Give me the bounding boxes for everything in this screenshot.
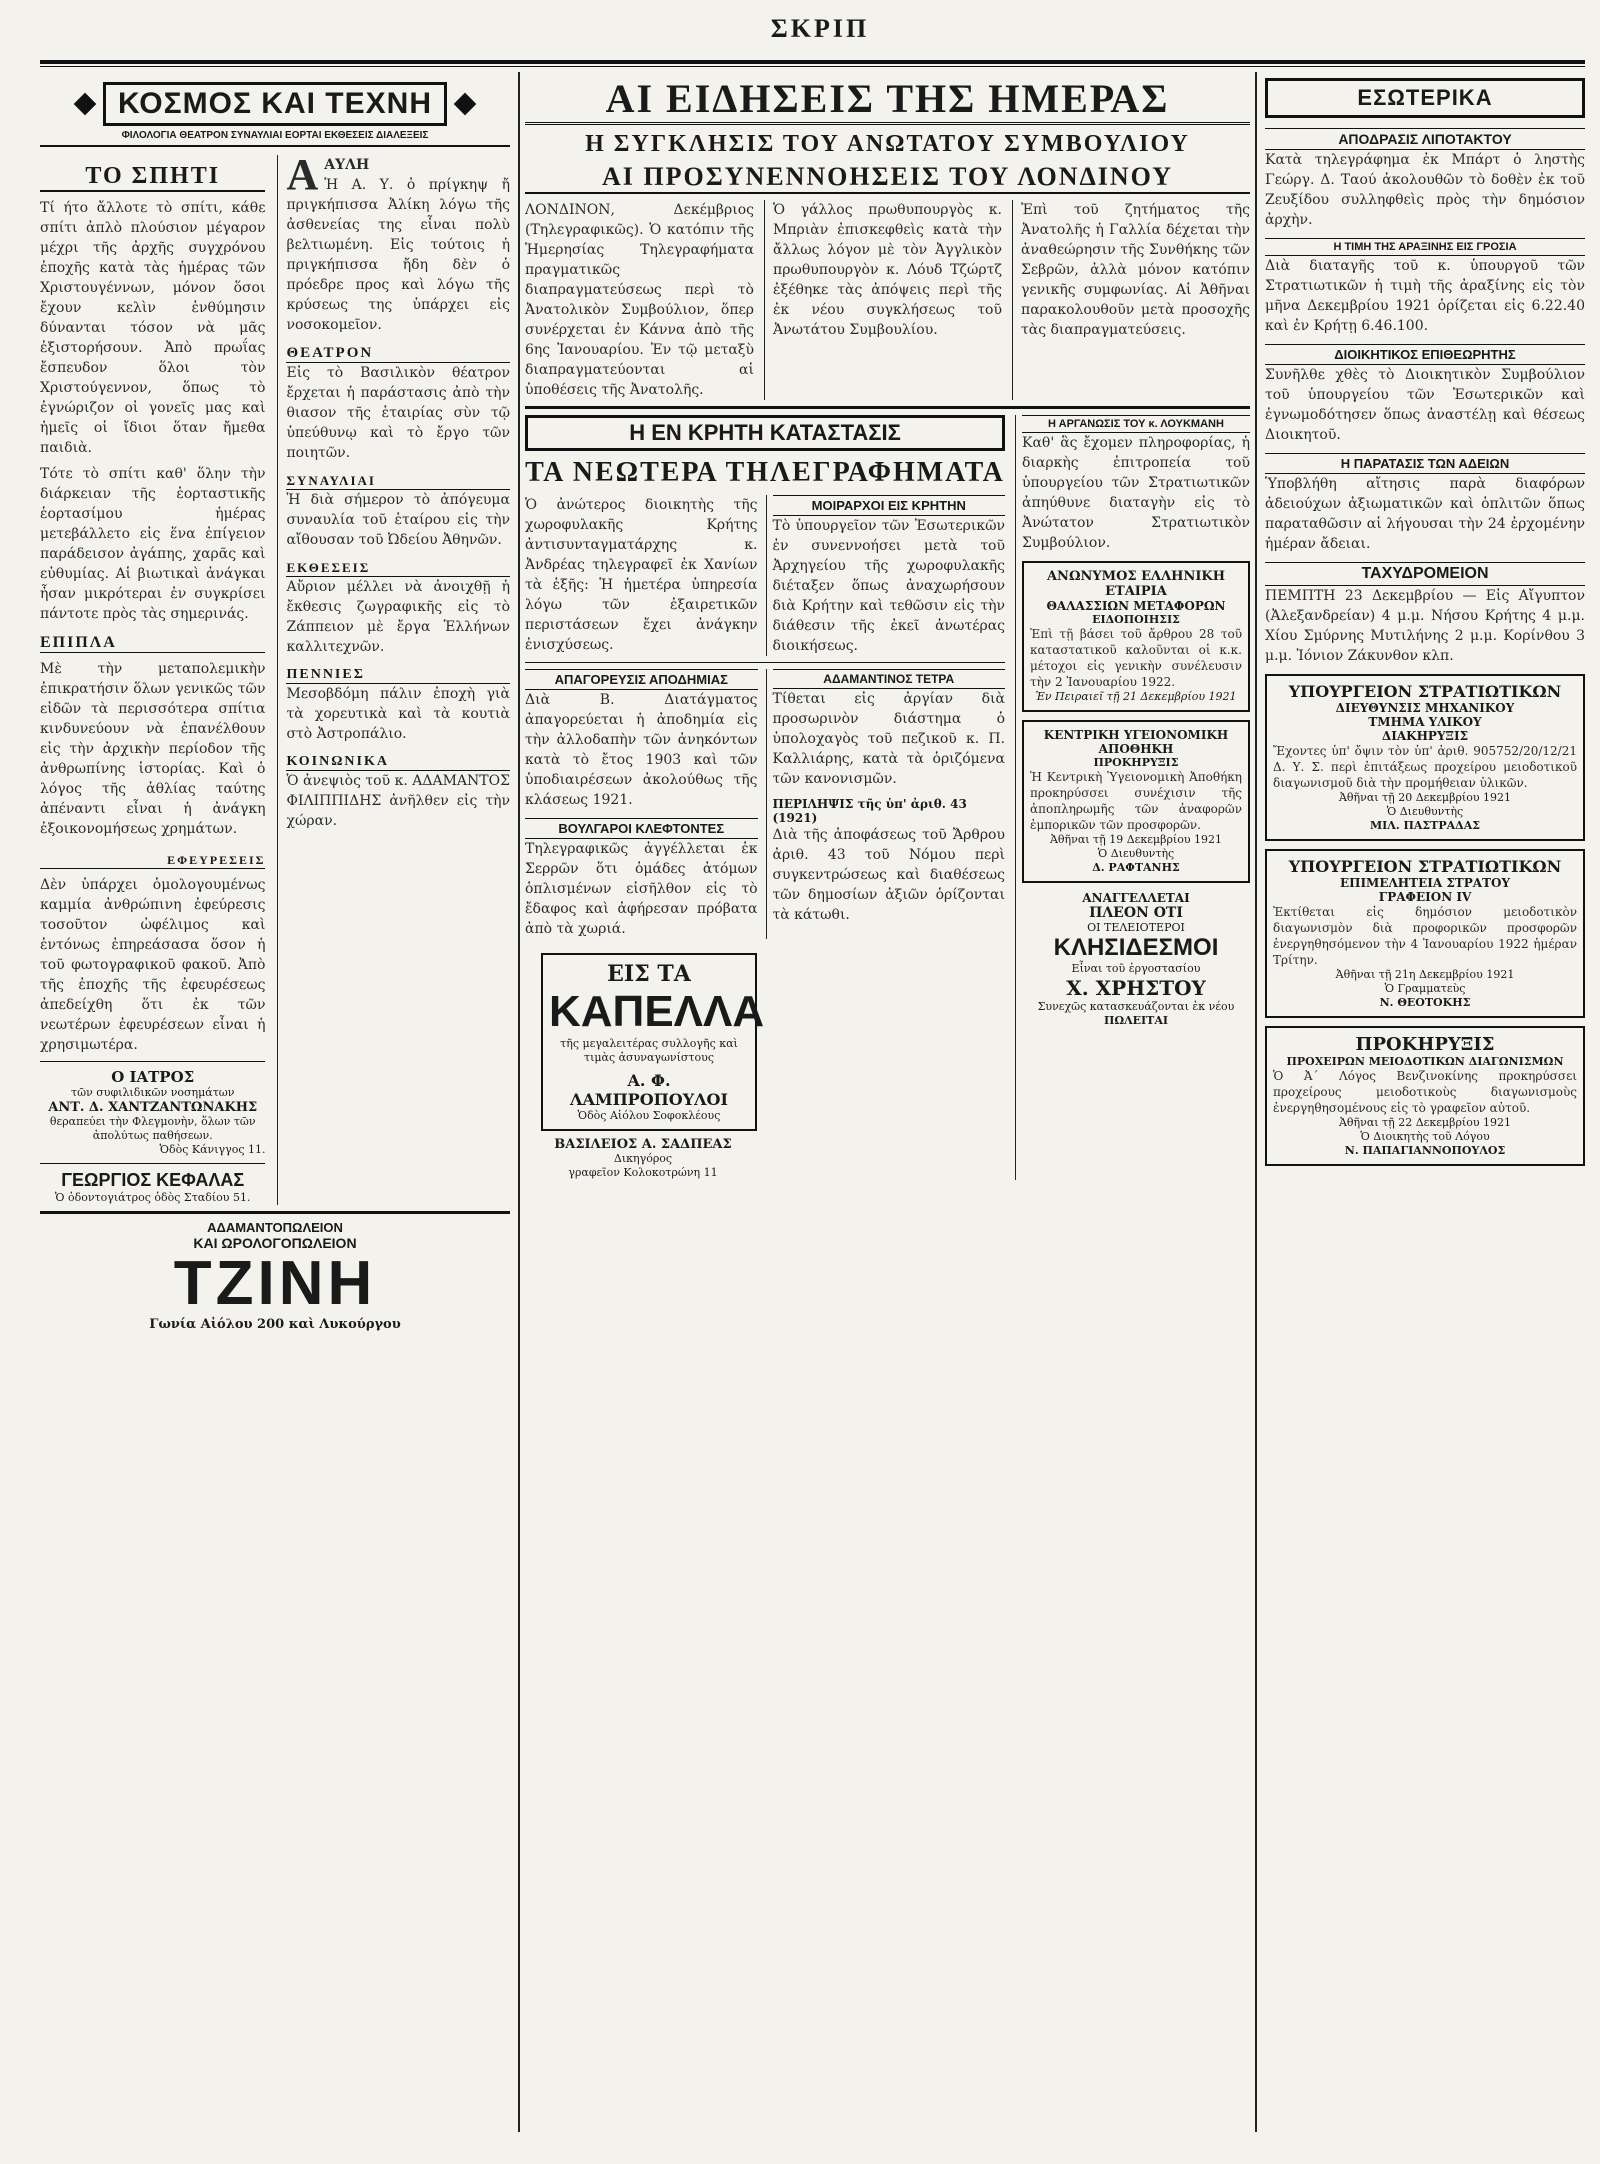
section-header-kosmos [40, 82, 510, 126]
lower-news-right [1015, 415, 1250, 1180]
divider [40, 1061, 265, 1062]
divider [40, 1163, 265, 1164]
headline-kriti: Η ΕΝ ΚΡΗΤΗ ΚΑΤΑΣΤΑΣΙΣ [525, 415, 1005, 451]
article-title-theatron: ΘΕΑΤΡΟΝ [286, 345, 510, 363]
apodrasis-body: Κατὰ τηλεγράφημα ἐκ Μπάρτ ὁ ληστὴς Γεώργ. Δ. Ταού ἀκολουθῶν τὸ δοθὲν ἐκ τοῦ Ζευξίδου συλληφθεὶς πρὸς τὴν δημόσιον ἀρχὴν. [1265, 152, 1585, 228]
lead-body-1: ΛΟΝΔΙΝΟΝ, Δεκέμβριος (Τηλεγραφικῶς). Ὁ κατόπιν τῆς Ἡμερησίας Τηλεγραφήματα πραγματικῶς διαπραγματεύσεως περὶ τὸ Ἀνατολικὸν Συμβούλιον, ὅπερ συνέρχεται ἐν Κάννα ἀπὸ τῆς 6ης Ἰανουαρίου. Ἐν τῷ μεταξὺ διαπραγματεύονται αἱ ὑποθέσεις τῆς Ἀνατολῆς. [525, 202, 754, 398]
headline-apagorefsis: ΑΠΑΓΟΡΕΥΣΙΣ ΑΠΟΔΗΜΙΑΣ [525, 669, 758, 690]
ad-kapela-line2: ΚΑΠΕΛΛΑ [549, 987, 765, 1036]
arganosis-body: Καθ' ἃς ἔχομεν πληροφορίας, ἡ διαρκὴς ἐπιτροπεία τοῦ ὑπουργείου τῶν Στρατιωτικῶν ἀπηύθυνε διαταγὴν εἰς τὸ Ἀνώτατον Στρατιωτικὸν Συμβούλιον. [1022, 435, 1250, 551]
headline-timi-araxinis: Η ΤΙΜΗ ΤΗΣ ΑΡΑΞΙΝΗΣ ΕΙΣ ΓΡΟΣΙΑ [1265, 238, 1585, 256]
notice-stratiotikon-1-sub3: ΔΙΑΚΗΡΥΞΙΣ [1381, 729, 1469, 743]
article-title-efevreseis: ΕΦΕΥΡΕΣΕΙΣ [40, 853, 265, 869]
ad-kapela-line5: Ὁδὸς Αἰόλου Σοφοκλέους [577, 1109, 721, 1122]
taxydromeion-body: ΠΕΜΠΤΗ 23 Δεκεμβρίου — Εἰς Αἴγυπτον (Ἀλεξανδρείαν) 4 μ.μ. Νήσου Κρήτης 4 μ.μ. Χίου Σμύρνης Μυτιλήνης 2 μ.μ. Κορίνθου 3 μ.μ. Ἰόνιον Ζάκυνθον κλπ. [1265, 588, 1585, 664]
article-body-theatron: Εἰς τὸ Βασιλικὸν θέατρον ἔρχεται ἡ παράστασις ἀπὸ τὴν θιασον τῆς ἑταιρίας σὺν τῷ ὑπεύθυνῳ καὶ τὸ ἔργο τῶν ποιητῶν. [286, 365, 510, 461]
notice-stratiotikon-2-sig2: Ὁ Γραμματεὺς [1384, 982, 1466, 995]
headline-moirarchoi: ΜΟΙΡΑΡΧΟΙ ΕΙΣ ΚΡΗΤΗΝ [773, 495, 1006, 516]
perilipsis-body: Διὰ τῆς ἀποφάσεως τοῦ Ἄρθρου ἀριθ. 43 τοῦ Νόμου περὶ συγκεντρώσεως καὶ διαθέσεως τῶν δημοσίων ἀξιῶν ὁρίζονται τὰ κάτωθι. [772, 827, 1005, 923]
ad-vasileios-address: γραφεῖον Κολοκοτρώνη 11 [568, 1166, 718, 1179]
ad-kleisidesmoi [1022, 891, 1250, 1028]
ornament-left-icon [74, 93, 97, 116]
column-eidiseis [525, 72, 1250, 2132]
notice-kentriki-sig3: Δ. ΡΑΦΤΑΝΗΣ [1092, 861, 1180, 874]
ad-vasileios-name: ΒΑΣΙΛΕΙΟΣ Α. ΣΑΔΠΕΑΣ [554, 1137, 732, 1152]
ad-iatros-address: Ὁδὸς Κάνιγγος 11. [159, 1143, 266, 1156]
notice-kentriki [1022, 720, 1250, 883]
ad-kefalas-body: Ὁ ὀδοντογιάτρος ὁδὸς Σταδίου 51. [55, 1191, 251, 1204]
ad-tzini [40, 1220, 510, 1332]
notice-kentriki-sig2: Ὁ Διευθυντὴς [1097, 847, 1175, 860]
ad-kefalas [40, 1170, 265, 1205]
notice-prokiryxis-title: ΠΡΟΚΗΡΥΞΙΣ [1355, 1034, 1495, 1055]
ad-kleisidesmoi-line8: ΠΩΛΕΙΤΑΙ [1103, 1014, 1169, 1027]
ad-kapela-line4: Α. Φ. ΛΑΜΠΡΟΠΟΥΛΟΙ [570, 1071, 728, 1109]
article-body-koinonika: Ὁ ἀνεψιὸς τοῦ κ. ΑΔΑΜΑΝΤΟΣ ΦΙΛΙΠΠΙΔΗΣ ἀνῆλθεν εἰς τὴν χώραν. [286, 773, 510, 829]
ad-kapela-line1: ΕΙΣ ΤΑ [607, 961, 691, 987]
ad-iatros-title: Ο ΙΑΤΡΟΣ [111, 1068, 195, 1086]
lead-story-columns [525, 200, 1250, 400]
dioikitikos-body: Συνῆλθε χθὲς τὸ Διοικητικὸν Συμβούλιον τοῦ ὑπουργείου τῶν Ἐσωτερικῶν καὶ ἐγνωμοδότησεν ὅπως ἀναστέλῃ καὶ θέσεως Διοικητοῦ. [1265, 367, 1585, 443]
paratasis-body: Ὑποβλήθη αἴτησις παρὰ διαφόρων ἀδειούχων ἀξιωματικῶν καὶ ὁπλιτῶν ὅπως παραταθῶσιν αἱ λήγουσαι τὴν 24 ἐρχομένην ἡμέραν ἄδειαι. [1265, 476, 1585, 552]
notice-prokiryxis-sub: ΠΡΟΧΕΙΡΩΝ ΜΕΙΟΔΟΤΙΚΩΝ ΔΙΑΓΩΝΙΣΜΩΝ [1286, 1055, 1564, 1068]
notice-stratiotikon-2 [1265, 849, 1585, 1018]
notice-stratiotikon-1-sub2: ΤΜΗΜΑ ΥΛΙΚΟΥ [1368, 715, 1482, 729]
section-subtitle-kosmos: ΦΙΛΟΛΟΓΙΑ ΘΕΑΤΡΟΝ ΣΥΝΑΥΛΙΑΙ ΕΟΡΤΑΙ ΕΚΘΕΣΕΙΣ ΔΙΑΛΕΞΕΙΣ [40, 130, 510, 147]
notice-stratiotikon-2-sig1: Ἀθῆναι τῇ 21η Δεκεμβρίου 1921 [1335, 968, 1515, 981]
divider-thick [525, 406, 1250, 409]
lower-news-area [525, 415, 1250, 1180]
headline-tilegrafimata: ΤΑ ΝΕΩΤΕΡΑ ΤΗΛΕΓΡΑΦΗΜΑΤΑ [525, 457, 1005, 488]
notice-stratiotikon-1-title: ΥΠΟΥΡΓΕΙΟΝ ΣΤΡΑΤΙΩΤΙΚΩΝ [1288, 682, 1562, 701]
ad-tzini-line1: ΑΔΑΜΑΝΤΟΠΩΛΕΙΟΝ [207, 1220, 343, 1235]
ad-iatros-name: ΑΝΤ. Δ. ΧΑΝΤΖΑΝΤΩΝΑΚΗΣ [48, 1100, 258, 1115]
article-body-synavliai: Ἡ διὰ σήμερον τὸ ἀπόγευμα συναυλία τοῦ ἑταίρου εἰς τὴν αἴθουσαν τοῦ Ὠδείου Ἀθηνῶν. [286, 492, 510, 548]
ad-kleisidesmoi-line2: ΠΛΕΟΝ ΟΤΙ [1089, 905, 1183, 921]
article-body-efevreseis: Δὲν ὑπάρχει ὁμολογουμένως καμμία ἀνθρώπινη ἐφεύρεσις τοσοῦτον ὠφέλιμος καὶ ἐντόνως ἐπηρεάσασα ὅσον ἡ τοῦ φωτογραφικοῦ φακοῦ. Ἀπὸ τῆς ἐποχῆς τῆς ἐφευρέσεως ἀπεδείχθη ὅτι ἐκ τῶν νεωτέρων ἐφευρέσεων εἶναι ἡ χρησιμωτέρα. [40, 877, 266, 1053]
section-title-esoterika: ΕΣΩΤΕΡΙΚΑ [1265, 78, 1585, 118]
headline-adamantinos: ΑΔΑΜΑΝΤΙΝΟΣ ΤΕΤΡΑ [773, 669, 1006, 689]
headline-dioikitikos: ΔΙΟΙΚΗΤΙΚΟΣ ΕΠΙΘΕΩΡΗΤΗΣ [1265, 344, 1585, 365]
crete-body: Ὁ ἀνώτερος διοικητὴς τῆς χωροφυλακῆς Κρήτης ἀντισυνταγματάρχης κ. Ἀνδρέας τηλεγραφεῖ ἐκ Χανίων τὰ ἑξῆς: Ἡ ἡμετέρα ὑπηρεσία λόγω τῶν ἐξαιρετικῶν περιστάσεων ἔχει ἀνάγκην ἐνισχύσεως. [525, 497, 758, 653]
kosmos-right-subcolumn [277, 150, 510, 1205]
ad-kleisidesmoi-line5: Εἶναι τοῦ ἐργοστασίου [1071, 962, 1201, 975]
ad-kleisidesmoi-line7: Συνεχῶς κατασκευάζονται ἐκ νέου [1037, 1000, 1235, 1013]
notice-anonymos-sub: ΘΑΛΑΣΣΙΩΝ ΜΕΤΑΦΟΡΩΝ [1046, 599, 1226, 613]
notice-stratiotikon-2-title: ΥΠΟΥΡΓΕΙΟΝ ΣΤΡΑΤΙΩΤΙΚΩΝ [1288, 857, 1562, 876]
notice-kentriki-title: ΚΕΝΤΡΙΚΗ ΥΓΕΙΟΝΟΜΙΚΗ ΑΠΟΘΗΚΗ [1043, 728, 1229, 756]
column-divider-1 [518, 72, 520, 2132]
article-title-synavliai: ΣΥΝΑΥΛΙΑΙ [286, 473, 510, 490]
notice-prokiryxis-body: Ὁ Ἀ΄ Λόγος Βενζινοκίνης προκηρύσσει προχείρους μειοδοτικοὺς διαγωνισμοὺς ἐνεργηθησομένους εἰς τὸ γραφεῖον αὐτοῦ. [1273, 1069, 1577, 1115]
ad-tzini-address: Γωνία Αἰόλου 200 καὶ Λυκούργου [149, 1317, 401, 1332]
ad-kapela-line3: τῆς μεγαλειτέρας συλλογῆς καὶ τιμὰς ἀσυναγωνίστους [560, 1037, 738, 1064]
notice-anonymos-sig: Ἐν Πειραιεῖ τῇ 21 Δεκεμβρίου 1921 [1035, 690, 1237, 703]
notice-anonymos-title: ΑΝΩΝΥΜΟΣ ΕΛΛΗΝΙΚΗ ΕΤΑΙΡΙΑ [1046, 569, 1226, 599]
ad-iatros [40, 1068, 265, 1157]
divider-thick [40, 1211, 510, 1214]
headline-perilipsis: ΠΕΡΙΛΗΨΙΣ τῆς ὑπ' ἀριθ. 43 (1921) [772, 797, 967, 825]
article-body-pennies: Μεσοβδόμη πάλιν ἐποχὴ γιὰ τὰ χορευτικὰ καὶ τὰ κουτιὰ στὸ Ἀστροπάλιο. [286, 686, 510, 742]
notice-kentriki-body: Ἡ Κεντρικὴ Ὑγειονομικὴ Ἀποθήκη προκηρύσσει συνέχισιν τῆς ἀποπληρωμῆς τῶν ἀναφορῶν ἐμπορικῶν τῶν προσφορῶν. [1030, 770, 1242, 832]
ad-kleisidesmoi-line3: ΟΙ ΤΕΛΕΙΟΤΕΡΟΙ [1087, 921, 1185, 934]
article-body-epipla: Μὲ τὴν μεταπολεμικὴν ἐπικρατήσιν ὅλων γενικῶς τῶν εἰδῶν τὰ περισσότερα σπίτια κινδυνεύουν νὰ ἐπανέλθουν εἰς τὴν ἀρχικὴν περίοδον τῆς ἀνθρωπίνης ἱστορίας. Καὶ ὁ λόγος τῆς ἀθλίας ταύτης ἀπέναντι εἶναι ἡ ἀνάγκη ἐξοικονομήσεως χρημάτων. [40, 661, 266, 837]
notice-anonymos [1022, 561, 1250, 712]
ad-iatros-body: θεραπεύει τὴν Φλεγμονὴν, ὅλων τῶν ἀπολύτως παθήσεων. [49, 1115, 256, 1142]
notice-stratiotikon-2-body: Ἐκτίθεται εἰς δημόσιον μειοδοτικὸν διαγωνισμὸν διὰ προφορικῶν προσφορῶν ἐνεργηθησόμενον τὴν 4 Ἰανουαρίου 1922 ἡμέραν Τρίτην. [1273, 905, 1577, 967]
article-title-avli: ΑΥΛΗ [324, 157, 370, 173]
notice-stratiotikon-1-sig2: Ὁ Διευθυντὴς [1386, 805, 1464, 818]
ad-kefalas-name: ΓΕΩΡΓΙΟΣ ΚΕΦΑΛΑΣ [61, 1170, 245, 1190]
notice-kentriki-sub: ΠΡΟΚΗΡΥΞΙΣ [1093, 756, 1179, 769]
ad-kapela [541, 953, 765, 1131]
headline-voulgaroi: ΒΟΥΛΓΑΡΟΙ ΚΛΕΦΤΟΝΤΕΣ [525, 818, 758, 839]
section-title-kosmos: ΚΟΣΜΟΣ ΚΑΙ ΤΕΧΝΗ [103, 82, 447, 126]
article-body-avli: Ἡ Α. Υ. ὁ πρίγκηψ ἤ πριγκήπισσα Ἀλίκη λόγω τῆς ἀσθενείας της εἶναι πολὺ βελτιωμένη. Εἰς τούτοις ἡ πριγκήπισσα ἤδη δὲν ὁ πρόεδρε προς καὶ λόγω τῆς κρύσεως της ὑπάρχει εἰς νοσοκομεῖον. [286, 177, 510, 333]
article-title-to-spiti: ΤΟ ΣΠΗΤΙ [40, 163, 265, 192]
sub-headline-synklisis: Η ΣΥΓΚΛΗΣΙΣ ΤΟΥ ΑΝΩΤΑΤΟΥ ΣΥΜΒΟΥΛΙΟΥ [585, 131, 1190, 157]
lead-body-2: Ὁ γάλλος πρωθυπουργὸς κ. Μπριὰν ἐπισκεφθεὶς κατὰ τὴν ἄλλως λόγον μὲ τὸν Ἀγγλικὸν πρωθυπουργὸν κ. Λόυδ Τζώρτζ ἐξέθηκε τὰς ἀπόψεις περὶ τῆς ἐκ νέου συγκλήσεως τοῦ Ἀνωτάτου Συμβουλίου. [764, 200, 1002, 400]
ad-vasileios-title: Δικηγόρος [613, 1152, 673, 1165]
ad-tzini-brand: ΤΖΙΝΗ [173, 1249, 377, 1318]
ad-kleisidesmoi-line1: ΑΝΑΓΓΕΛΛΕΤΑΙ [1082, 891, 1190, 905]
article-body-ektheseis: Αὔριον μέλλει νὰ ἀνοιχθῇ ἡ ἔκθεσις ζωγραφικῆς εἰς τὸ Ζάππειον μὲ ἔργα Ἑλλήνων καλλιτεχνῶν. [286, 579, 510, 655]
notice-prokiryxis-sig2: Ὁ Διοικητὴς τοῦ Λόγου [1360, 1130, 1490, 1143]
article-title-ektheseis: ΕΚΘΕΣΕΙΣ [286, 560, 510, 577]
headline-apodrasis: ΑΠΟΔΡΑΣΙΣ ΛΙΠΟΤΑΚΤΟΥ [1265, 128, 1585, 150]
column-divider-2 [1255, 72, 1257, 2132]
ad-iatros-sub: τῶν συφιλιδικῶν νοσημάτων [71, 1086, 235, 1099]
ad-vasileios [525, 1137, 761, 1180]
article-title-pennies: ΠΕΝΝΙΕΣ [286, 667, 510, 684]
headline-arganosis: Η ΑΡΓΑΝΩΣΙΣ ΤΟΥ κ. ΛΟΥΚΜΑΝΗ [1022, 415, 1250, 433]
notice-prokiryxis [1265, 1026, 1585, 1166]
adamantinos-body: Τίθεται εἰς ἀργίαν διὰ προσωρινὸν διάστημα ὁ ὑπολοχαγὸς τοῦ πεζικοῦ κ. Π. Καλλιάρης, κατὰ τὰ ὁριζόμενα τῶν κανονισμῶν. [772, 691, 1005, 787]
notice-stratiotikon-1-body: Ἔχοντες ὑπ' ὄψιν τὸν ὑπ' ἀριθ. 905752/20/12/21 Δ. Υ. Σ. περὶ ἐπιτάξεως προχείρου μειοδοτικοῦ διαγωνισμοῦ διὰ τὴν προμήθειαν ὑλικῶν. [1273, 744, 1577, 790]
notice-stratiotikon-1-sig1: Ἀθῆναι τῇ 20 Δεκεμβρίου 1921 [1338, 791, 1512, 804]
apagorefsis-body: Διὰ Β. Διατάγματος ἀπαγορεύεται ἡ ἀποδημία εἰς τὴν ἀλλοδαπὴν τῶν ἀνηκόντων κατὰ τὸ ἔτος 1903 καὶ τῶν ὑποδιαιρέσεων ἀκολούθως τῆς κλάσεως 1921. [525, 692, 758, 808]
lower-news-left [525, 415, 1005, 1180]
column-kosmos-kai-techni [40, 72, 510, 2132]
moirarchoi-body: Τὸ ὑπουργεῖον τῶν Ἐσωτερικῶν ἐν συνεννοήσει μετὰ τοῦ Ἀρχηγείου τῆς χωροφυλακῆς διέταξεν ὅπως ἀναχωρήσουν διὰ Κρήτην καὶ τεθῶσιν εἰς τὴν διάθεσιν τῆς ἐκεῖ ἀνωτέρας διοικήσεως. [772, 518, 1005, 654]
top-rule [40, 60, 1585, 64]
notice-anonymos-sub2: ΕΙΔΟΠΟΙΗΣΙΣ [1092, 613, 1180, 626]
masthead: ΣΚΡΙΠ [770, 14, 870, 43]
divider [525, 662, 1005, 663]
ornament-right-icon [454, 93, 477, 116]
notice-stratiotikon-2-sub2: ΓΡΑΦΕΙΟΝ IV [1378, 890, 1472, 904]
voulgaroi-body: Τηλεγραφικῶς ἀγγέλλεται ἐκ Σερρῶν ὅτι ὁμάδες ἀτόμων ὁπλισμένων εἰσῆλθον εἰς τὸ ἔδαφος καὶ ἀφήρεσαν πρόβατα ἀπὸ τὰ χωριά. [525, 841, 758, 937]
notice-anonymos-body: Ἐπὶ τῇ βάσει τοῦ ἄρθρου 28 τοῦ καταστατικοῦ καλοῦνται οἱ κ.κ. μέτοχοι εἰς γενικὴν συνέλευσιν τὴν 2 Ἰανουαρίου 1922. [1030, 627, 1242, 689]
ad-kleisidesmoi-line6: Χ. ΧΡΗΣΤΟΥ [1066, 976, 1206, 1000]
top-rule-thin [40, 66, 1585, 67]
headline-paratasis: Η ΠΑΡΑΤΑΣΙΣ ΤΩΝ ΑΔΕΙΩΝ [1265, 453, 1585, 474]
ad-tzini-line2: ΚΑΙ ΩΡΟΛΟΓΟΠΩΛΕΙΟΝ [193, 1235, 357, 1251]
sub-headline-londinou: ΑΙ ΠΡΟΣΥΝΕΝΝΟΗΣΕΙΣ ΤΟΥ ΛΟΝΔΙΝΟΥ [525, 162, 1250, 194]
headline-taxydromeion: ΤΑΧΥΔΡΟΜΕΙΟΝ [1265, 562, 1585, 586]
main-headline: ΑΙ ΕΙΔΗΣΕΙΣ ΤΗΣ ΗΜΕΡΑΣ [525, 76, 1250, 125]
kosmos-left-subcolumn [40, 155, 265, 1205]
article-title-koinonika: ΚΟΙΝΩΝΙΚΑ [286, 754, 510, 771]
article-avli [286, 150, 510, 335]
article-body-to-spiti: Τί ήτο ἄλλοτε τὸ σπίτι, κάθε σπίτι ἀπλὸ πλούσιον μέγαρον μέχρι τῆς ἀρχῆς συγχρόνου ἐποχῆς κατὰ τὰς ἡμέρας τῶν Χριστουγέννων, μόνον ὅσοι ἔχουν κελὶν ἐνθύμησιν δύνανται τόσον νὰ μᾶς ἐξιστορήσουν. Ἀπὸ πρωΐας ἔσπευδον ὅλοι τὸν Χριστούγεννον, ὅπως τὸ ἐγνώριζον οἱ γονεῖς μας καὶ ἡμεῖς οἱ ἴδιοι ὅταν ἤμεθα παιδιὰ. [40, 200, 266, 456]
notice-stratiotikon-1 [1265, 674, 1585, 841]
notice-prokiryxis-sig3: Ν. ΠΑΠΑΓΙΑΝΝΟΠΟΥΛΟΣ [1344, 1144, 1506, 1157]
ad-kleisidesmoi-line4: ΚΛΗΣΙΔΕΣΜΟΙ [1053, 934, 1219, 961]
notice-stratiotikon-2-sub1: ΕΠΙΜΕΛΗΤΕΙΑ ΣΤΡΑΤΟΥ [1339, 876, 1511, 890]
column-esoterika [1265, 72, 1585, 2132]
article-body2-to-spiti: Τότε τὸ σπίτι καθ' ὅλην τὴν διάρκειαν τῆς ἑορταστικῆς ἑορτασίμου ἡμέρας μετεβάλλετο εἰς ἕνα ἐπίγειον παράδεισον ἀγάπης, χαρᾶς καὶ εὐθυμίας. Αἱ βιωτικαὶ ἀνάγκαι ἦσαν μικρότεραι ἐν συγκρίσει πάντοτε πρὸς τὰς σημερινάς. [40, 466, 266, 622]
notice-stratiotikon-1-sub1: ΔΙΕΥΘΥΝΣΙΣ ΜΗΧΑΝΙΚΟΥ [1335, 701, 1515, 715]
notice-stratiotikon-1-sig3: ΜΙΛ. ΠΑΣΤΡΑΔΑΣ [1369, 819, 1481, 832]
lead-body-3: Ἐπὶ τοῦ ζητήματος τῆς Ἀνατολῆς ἡ Γαλλία δέχεται τὴν ἀναθεώρησιν τῆς Συνθήκης τῶν Σεβρῶν, ἀλλὰ μόνον κατόπιν γενικῆς συμφωνίας. Αἱ Ἀθῆναι παρακολουθοῦν μετὰ προσοχῆς τὰς διαπραγματεύσεις. [1012, 200, 1250, 400]
notice-kentriki-sig1: Ἀθῆναι τῇ 19 Δεκεμβρίου 1921 [1049, 833, 1223, 846]
notice-prokiryxis-sig1: Ἀθῆναι τῇ 22 Δεκεμβρίου 1921 [1338, 1116, 1512, 1129]
notice-stratiotikon-2-sig3: Ν. ΘΕΟΤΟΚΗΣ [1379, 996, 1471, 1009]
dropcap-a: Α [286, 150, 319, 199]
article-title-epipla: ΕΠΙΠΛΑ [40, 634, 265, 653]
timi-araxinis-body: Διὰ διαταγῆς τοῦ κ. ὑπουργοῦ τῶν Στρατιωτικῶν ἡ τιμὴ τῆς ἀραξίνης εἰς τὸν μῆνα Δεκεμβρίου 1921 ὁρίζεται εἰς 6.22.40 καὶ ἐν Κρήτῃ 6.46.100. [1265, 258, 1585, 334]
